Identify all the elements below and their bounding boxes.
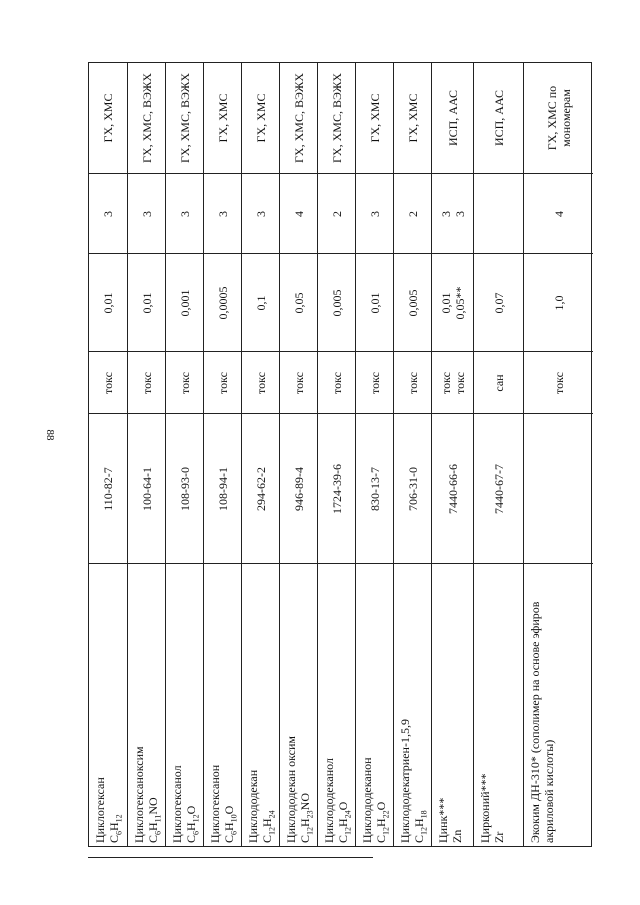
cell-hazard: токс (204, 351, 241, 413)
cell-hazard: токс токс (432, 351, 473, 413)
cell-value: 0,005 (394, 253, 431, 351)
page-number: 88 (44, 429, 56, 441)
cell-method: ГХ, ХМС, ВЭЖХ (177, 73, 192, 163)
cell-class: 3 (204, 173, 241, 253)
substance-formula: акриловой кислоты) (542, 739, 556, 843)
cell-class: 3 3 (432, 173, 473, 253)
cell-cas (524, 413, 593, 563)
substance-name: Циклододекан оксим (284, 735, 298, 843)
cell-hazard: токс (128, 351, 165, 413)
cell-method: ГХ, ХМС, ВЭЖХ (291, 73, 306, 163)
cell-value: 0,05 (280, 253, 317, 351)
cell-class (474, 173, 523, 253)
substance-name: Циклогексан (93, 777, 107, 843)
cell-class: 3 (242, 173, 279, 253)
table-row (317, 63, 355, 846)
cell-class: 2 (394, 173, 431, 253)
cell-class: 4 (280, 173, 317, 253)
cell-name (242, 563, 279, 846)
cell-value: 0,01 (89, 253, 127, 351)
substance-name: Циклододеканон (360, 757, 374, 843)
cell-name (318, 563, 355, 846)
cell-method: ГХ, ХМС (405, 93, 420, 143)
cell-method: ГХ, ХМС (101, 93, 115, 143)
cell-value: 0,001 (166, 253, 203, 351)
cell-hazard: токс (166, 351, 203, 413)
cell-cas: 946-89-4 (280, 413, 317, 563)
substance-formula: $C_{12}H_{23}NO$ (298, 792, 315, 843)
cell-hazard: токс (242, 351, 279, 413)
cell-cas: 7440-67-7 (474, 413, 523, 563)
cell-name (474, 563, 523, 846)
data-table (88, 62, 592, 847)
substance-formula: $C_{12}H_{22}O$ (374, 801, 391, 843)
substance-formula: $C_{12}H_{24}O$ (336, 801, 353, 843)
cell-class: 3 (128, 173, 165, 253)
table-row (279, 63, 317, 846)
table-row (89, 63, 127, 846)
table-row (473, 63, 523, 846)
cell-value: 0,005 (318, 253, 355, 351)
cell-cas: 110-82-7 (89, 413, 127, 563)
substance-formula: $C_6H_{11}NO$ (146, 797, 163, 843)
table-row (523, 63, 593, 846)
cell-name (89, 563, 127, 846)
cell-method: ИСП, ААС (445, 89, 460, 147)
table-row (393, 63, 431, 846)
cell-method: ГХ, ХМС (253, 93, 268, 143)
footer-rule (88, 857, 373, 858)
cell-name (204, 563, 241, 846)
substance-name: Циклододекатриен-1,5,9 (398, 719, 412, 843)
cell-cas: 108-94-1 (204, 413, 241, 563)
cell-hazard: токс (394, 351, 431, 413)
substance-name: Циклогексанон (208, 764, 222, 843)
substance-formula: $C_{12}H_{18}$ (412, 810, 429, 843)
cell-method: ГХ, ХМС, ВЭЖХ (329, 73, 344, 163)
cell-name (356, 563, 393, 846)
cell-name (166, 563, 203, 846)
cell-cas: 294-62-2 (242, 413, 279, 563)
cell-value: 0,01 (128, 253, 165, 351)
cell-name (128, 563, 165, 846)
table-row (165, 63, 203, 846)
substance-name: Циклододекан (246, 769, 260, 843)
substance-formula: Zr (492, 831, 506, 843)
cell-method: ГХ, ХМС (367, 93, 382, 143)
substance-name: Экоким ДН-310* (сополимер на основе эфиров (528, 601, 542, 843)
cell-hazard: токс (280, 351, 317, 413)
cell-method: ГХ, ХМС, ВЭЖХ (139, 73, 154, 163)
cell-class: 4 (524, 173, 593, 253)
cell-value: 0,0005 (204, 253, 241, 351)
cell-hazard: токс (89, 351, 127, 413)
cell-value: 0,01 (356, 253, 393, 351)
substance-name: Цинк*** (436, 797, 450, 843)
cell-hazard: токс (524, 351, 593, 413)
substance-formula: $C_6H_{12}$ (107, 814, 124, 843)
cell-class: 3 (356, 173, 393, 253)
cell-hazard: токс (318, 351, 355, 413)
table-row (127, 63, 165, 846)
table-row (431, 63, 473, 846)
cell-method: ГХ, ХМС (215, 93, 230, 143)
cell-value: 0,01 0,05** (432, 253, 473, 351)
cell-cas: 830-13-7 (356, 413, 393, 563)
table-row (241, 63, 279, 846)
cell-class: 3 (166, 173, 203, 253)
substance-name: Циклогексаноксим (132, 746, 146, 843)
substance-name: Циклододеканол (322, 758, 336, 843)
table-row (355, 63, 393, 846)
substance-formula: $C_6H_{10}O$ (222, 805, 239, 843)
cell-value: 0,07 (474, 253, 523, 351)
table-row (203, 63, 241, 846)
cell-cas: 1724-39-6 (318, 413, 355, 563)
cell-name (524, 563, 593, 846)
substance-formula: Zn (450, 829, 464, 843)
cell-cas: 100-64-1 (128, 413, 165, 563)
cell-hazard: сан (474, 351, 523, 413)
cell-name (280, 563, 317, 846)
cell-name (432, 563, 473, 846)
cell-cas: 108-93-0 (166, 413, 203, 563)
cell-cas: 706-31-0 (394, 413, 431, 563)
cell-class: 3 (89, 173, 127, 253)
cell-hazard: токс (356, 351, 393, 413)
cell-name (394, 563, 431, 846)
substance-name: Циклогексанол (170, 765, 184, 843)
substance-formula: $C_{12}H_{24}$ (260, 810, 277, 843)
cell-value: 1,0 (524, 253, 593, 351)
cell-method: ИСП, ААС (491, 89, 506, 147)
cell-class: 2 (318, 173, 355, 253)
substance-formula: $C_6H_{12}O$ (184, 805, 201, 843)
cell-method: ГХ, ХМС по мономерам (544, 85, 573, 151)
cell-value: 0,1 (242, 253, 279, 351)
cell-cas: 7440-66-6 (432, 413, 473, 563)
substance-name: Цирконий*** (478, 773, 492, 843)
